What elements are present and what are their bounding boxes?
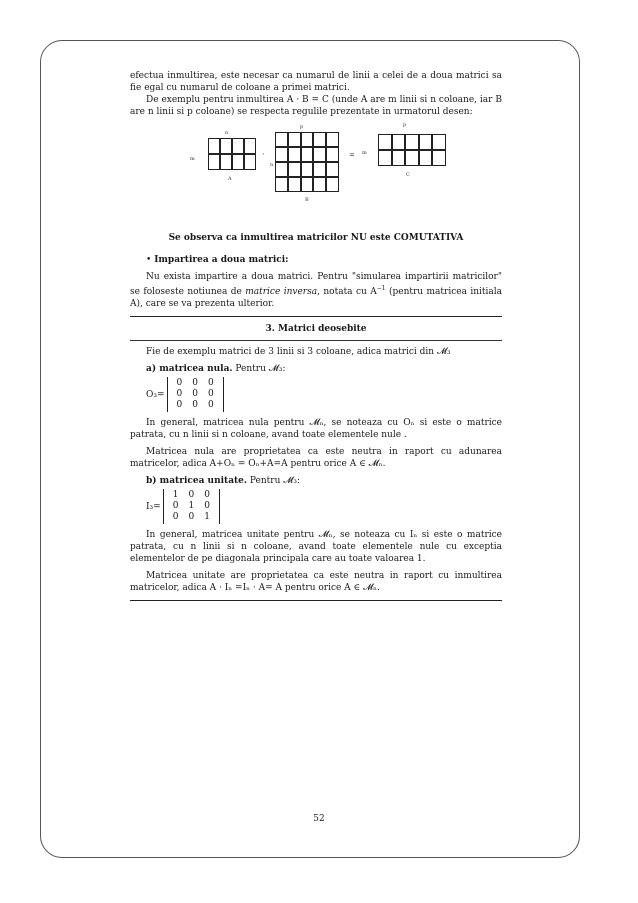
unit-matrix bbox=[146, 489, 502, 524]
cell: 0 bbox=[172, 501, 179, 511]
cell: 0 bbox=[192, 378, 198, 388]
matrix-b-grid bbox=[275, 132, 339, 192]
b-rows-label: n bbox=[270, 162, 274, 168]
page-number: 52 bbox=[313, 814, 325, 824]
bullet-glyph: • bbox=[146, 255, 152, 265]
cell: 0 bbox=[176, 378, 183, 388]
commutative-note: Se observa ca inmultirea matricilor NU este COMUTATIVA bbox=[168, 233, 464, 243]
a-columns-label: n bbox=[225, 130, 229, 136]
b-columns-label: p bbox=[300, 124, 304, 130]
section-intro: Fie de exemplu matrici de 3 linii si 3 coloane, adica matrici din 𝓜₃ bbox=[146, 347, 451, 357]
cell: 0 bbox=[204, 501, 210, 511]
inverse-exponent: −1 bbox=[376, 285, 386, 292]
division-text-1: Nu exista impartire a doua matrici. Pentru "simularea impartirii matricilor" se foloseste notiunea de bbox=[130, 272, 502, 297]
unit-matrix-property: Matricea unitate are proprietatea ca este neutra in raport cu inmultirea matricelor, adica A · Iₙ =Iₙ · A= A pentru orice A ∈ 𝓜ₙ. bbox=[130, 571, 502, 593]
cell: 0 bbox=[188, 512, 195, 522]
matrix-a-grid bbox=[208, 138, 256, 170]
cell: 0 bbox=[204, 490, 210, 500]
cell: 0 bbox=[208, 378, 214, 388]
cell: 0 bbox=[192, 389, 198, 399]
zero-matrix bbox=[146, 377, 502, 412]
example-paragraph: De exemplu pentru inmultirea A · B = C (unde A are m linii si n coloane, iar B are n linii si p coloane) se respecta regulile prezentate in urmatorul desen: bbox=[130, 95, 502, 117]
zero-matrix-name: O₃= bbox=[146, 389, 165, 400]
unit-matrix-name: I₃= bbox=[146, 501, 161, 512]
matrix-c-grid bbox=[378, 134, 446, 166]
b-name-label: B bbox=[305, 197, 309, 203]
zero-matrix-body bbox=[167, 377, 224, 412]
cell: 0 bbox=[172, 512, 179, 522]
multiply-dot: · bbox=[262, 150, 265, 159]
cell: 0 bbox=[188, 490, 195, 500]
division-paragraph bbox=[130, 271, 502, 310]
unit-matrix-body bbox=[163, 489, 220, 524]
cell: 1 bbox=[172, 490, 179, 500]
section-title: 3. Matrici deosebite bbox=[265, 324, 367, 334]
zero-matrix-for: Pentru 𝓜₃: bbox=[232, 364, 286, 374]
multiplication-diagram bbox=[130, 122, 502, 222]
a-rows-label: m bbox=[190, 156, 195, 162]
divider-bottom bbox=[130, 600, 502, 601]
cell: 1 bbox=[204, 512, 210, 522]
c-name-label: C bbox=[406, 172, 410, 178]
division-title: Impartirea a doua matrici: bbox=[154, 255, 289, 265]
intro-paragraph: efectua inmultirea, este necesar ca numarul de linii a celei de a doua matrici sa fie egal cu numarul de coloane a primei matrici. bbox=[130, 71, 502, 93]
divider-top bbox=[130, 316, 502, 317]
a-name-label: A bbox=[228, 176, 232, 182]
zero-matrix-general: In general, matricea nula pentru 𝓜ₙ, se noteaza cu Oₙ si este o matrice patrata, cu n linii si n coloane, avand toate elementele nule . bbox=[130, 418, 502, 440]
cell: 0 bbox=[176, 389, 183, 399]
inverse-term: matrice inversa bbox=[245, 287, 318, 297]
unit-matrix-for: Pentru 𝓜₃: bbox=[247, 476, 300, 486]
unit-matrix-label: b) matricea unitate. bbox=[146, 476, 248, 486]
c-rows-label: m bbox=[362, 150, 367, 156]
division-text-2: , notata cu A bbox=[317, 287, 377, 297]
zero-matrix-heading bbox=[130, 363, 502, 375]
equals-sign: = bbox=[349, 151, 355, 159]
division-heading bbox=[130, 254, 502, 266]
c-columns-label: p bbox=[403, 122, 407, 128]
cell: 1 bbox=[188, 501, 195, 511]
unit-matrix-heading bbox=[130, 475, 502, 487]
zero-matrix-label: a) matricea nula. bbox=[146, 364, 233, 374]
zero-matrix-property: Matricea nula are proprietatea ca este neutra in raport cu adunarea matricelor, adica A+Oₙ = Oₙ+A=A pentru orice A ∈ 𝓜ₙ. bbox=[130, 447, 502, 469]
unit-matrix-general: In general, matricea unitate pentru 𝓜ₙ, se noteaza cu Iₙ si este o matrice patrata, cu n linii si n coloane, avand toate elementele nule cu exceptia elementelor de pe diagonala principala care au toate valoarea 1. bbox=[130, 530, 502, 564]
page-content bbox=[130, 70, 502, 607]
cell: 0 bbox=[192, 400, 198, 410]
cell: 0 bbox=[208, 389, 214, 399]
divider-section bbox=[130, 340, 502, 341]
cell: 0 bbox=[176, 400, 183, 410]
cell: 0 bbox=[208, 400, 214, 410]
division-text-3: (pentru matricea initiala A), care se va prezenta ulterior. bbox=[130, 287, 503, 309]
